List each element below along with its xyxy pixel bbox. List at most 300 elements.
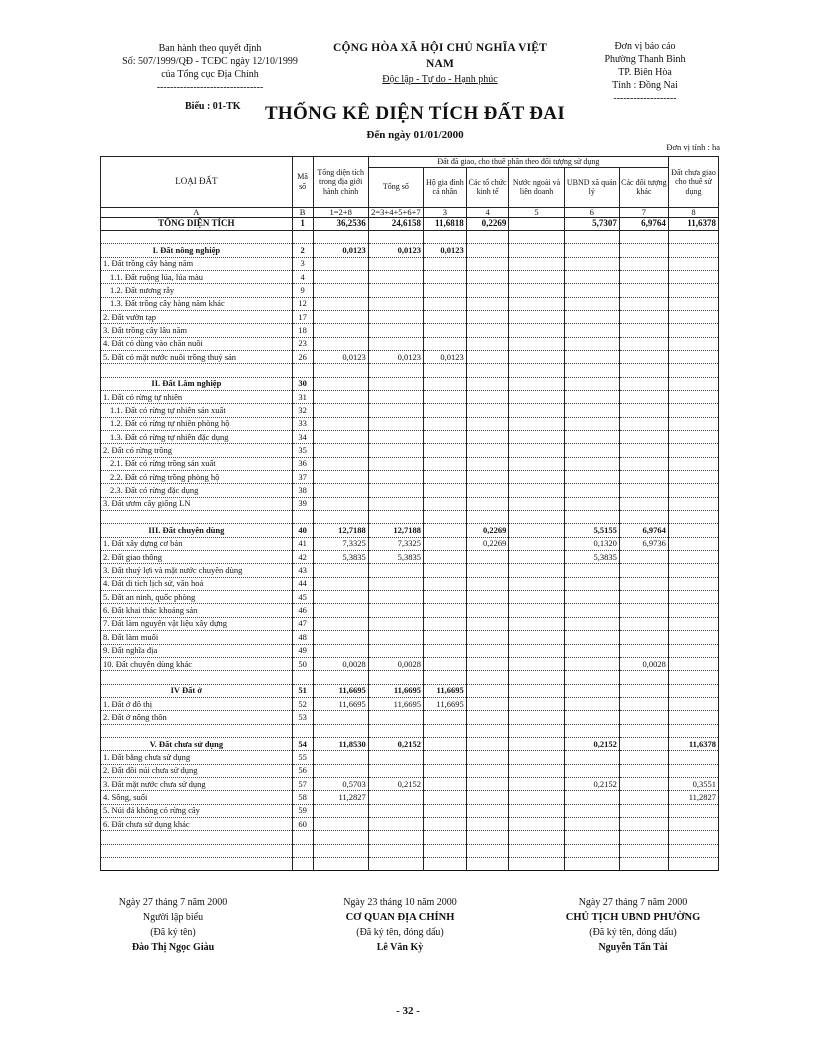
value-cell <box>668 484 718 497</box>
value-cell <box>423 444 466 457</box>
value-cell <box>509 444 564 457</box>
value-cell <box>466 297 509 310</box>
code-cell <box>292 858 313 871</box>
value-cell <box>619 604 668 617</box>
value-cell <box>509 390 564 403</box>
value-cell <box>313 324 368 337</box>
value-cell <box>564 724 619 737</box>
value-cell <box>564 444 619 457</box>
value-cell <box>509 617 564 630</box>
value-cell <box>668 617 718 630</box>
value-cell <box>668 444 718 457</box>
value-cell <box>423 551 466 564</box>
value-cell <box>466 417 509 430</box>
value-cell <box>668 390 718 403</box>
value-cell <box>466 858 509 871</box>
table-row <box>101 350 719 363</box>
decision-line-3: của Tổng cục Địa Chính <box>161 69 259 80</box>
value-cell <box>313 337 368 350</box>
value-cell <box>668 844 718 857</box>
value-cell: 12,7188 <box>313 524 368 537</box>
value-cell: 6,9736 <box>619 537 668 550</box>
value-cell <box>509 364 564 377</box>
value-cell <box>668 591 718 604</box>
code-cell: 50 <box>292 657 313 670</box>
value-cell <box>564 270 619 283</box>
value-cell <box>619 551 668 564</box>
value-cell <box>423 751 466 764</box>
land-type-cell: 2. Đất giao thông <box>101 551 293 564</box>
value-cell <box>313 497 368 510</box>
value-cell: 0,0123 <box>368 350 423 363</box>
value-cell <box>423 804 466 817</box>
value-cell <box>368 337 423 350</box>
value-cell <box>313 377 368 390</box>
code-cell <box>292 844 313 857</box>
land-type-cell <box>101 858 293 871</box>
value-cell <box>313 444 368 457</box>
value-cell <box>564 804 619 817</box>
value-cell <box>509 777 564 790</box>
land-type-cell: 1. Đất trồng cây hàng năm <box>101 257 293 270</box>
value-cell <box>668 230 718 243</box>
table-row <box>101 511 719 524</box>
value-cell <box>466 644 509 657</box>
form-code: Biểu : 01-TK <box>185 101 241 112</box>
value-cell <box>423 671 466 684</box>
value-cell <box>423 484 466 497</box>
code-cell: 60 <box>292 817 313 830</box>
value-cell <box>466 764 509 777</box>
value-cell <box>564 404 619 417</box>
value-cell <box>313 858 368 871</box>
table-row <box>101 751 719 764</box>
table-row <box>101 577 719 590</box>
table-row <box>101 604 719 617</box>
value-cell <box>423 537 466 550</box>
value-cell <box>466 671 509 684</box>
code-cell: 49 <box>292 644 313 657</box>
land-type-cell: 3. Đất trồng cây lâu năm <box>101 324 293 337</box>
value-cell: 0,0028 <box>313 657 368 670</box>
ward-name: Phường Thanh Bình <box>604 54 686 65</box>
land-type-cell <box>101 724 293 737</box>
value-cell <box>619 631 668 644</box>
table-body <box>101 217 719 871</box>
value-cell <box>423 471 466 484</box>
value-cell <box>509 230 564 243</box>
value-cell <box>668 270 718 283</box>
value-cell <box>619 751 668 764</box>
value-cell <box>466 230 509 243</box>
value-cell <box>423 310 466 323</box>
code-cell: 12 <box>292 297 313 310</box>
table-row <box>101 724 719 737</box>
value-cell <box>466 350 509 363</box>
value-cell <box>668 697 718 710</box>
value-cell <box>619 310 668 323</box>
value-cell <box>423 390 466 403</box>
table-row <box>101 444 719 457</box>
value-cell <box>619 737 668 750</box>
land-type-cell: 1.1. Đất ruộng lúa, lúa màu <box>101 270 293 283</box>
land-type-cell: 1.2. Đất có rừng tự nhiên phòng hộ <box>101 417 293 430</box>
national-header <box>325 40 555 88</box>
value-cell <box>564 751 619 764</box>
value-cell <box>313 364 368 377</box>
value-cell <box>564 564 619 577</box>
header-other-entities: Các đối tượng khác <box>619 167 668 207</box>
value-cell <box>509 831 564 844</box>
value-cell <box>509 711 564 724</box>
value-cell <box>313 230 368 243</box>
value-cell <box>668 497 718 510</box>
value-cell <box>509 297 564 310</box>
value-cell <box>368 631 423 644</box>
value-cell <box>423 817 466 830</box>
code-cell: 40 <box>292 524 313 537</box>
value-cell <box>619 377 668 390</box>
value-cell <box>619 284 668 297</box>
index-cell: B <box>292 207 313 217</box>
value-cell <box>368 817 423 830</box>
value-cell <box>668 631 718 644</box>
value-cell <box>313 591 368 604</box>
index-cell: A <box>101 207 293 217</box>
value-cell <box>668 377 718 390</box>
code-cell: 48 <box>292 631 313 644</box>
value-cell: 11,6695 <box>423 697 466 710</box>
signature-date: Ngày 23 tháng 10 năm 2000 <box>343 897 457 908</box>
value-cell <box>619 644 668 657</box>
decision-line-1: Ban hành theo quyết định <box>158 43 262 54</box>
table-row <box>101 844 719 857</box>
land-type-cell: 4. Đất cỏ dùng vào chăn nuôi <box>101 337 293 350</box>
table-row <box>101 390 719 403</box>
header-sum: Tổng số <box>368 167 423 207</box>
value-cell <box>619 471 668 484</box>
value-cell <box>619 617 668 630</box>
land-type-cell: 5. Núi đá không có rừng cây <box>101 804 293 817</box>
value-cell <box>509 484 564 497</box>
value-cell <box>564 791 619 804</box>
value-cell <box>509 471 564 484</box>
value-cell: 11,6695 <box>313 697 368 710</box>
land-type-cell: 2. Đất có rừng trồng <box>101 444 293 457</box>
value-cell <box>668 764 718 777</box>
value-cell <box>313 310 368 323</box>
value-cell <box>466 337 509 350</box>
value-cell <box>368 257 423 270</box>
land-type-cell: 4. Đất di tích lịch sử, văn hoá <box>101 577 293 590</box>
value-cell <box>509 270 564 283</box>
value-cell <box>509 764 564 777</box>
unit-label: Đơn vị tính : ha <box>666 142 720 152</box>
table-row <box>101 377 719 390</box>
value-cell <box>368 404 423 417</box>
code-cell: 31 <box>292 390 313 403</box>
value-cell <box>423 737 466 750</box>
value-cell <box>466 564 509 577</box>
land-type-cell: 1.1. Đất có rừng tự nhiên sản xuất <box>101 404 293 417</box>
value-cell <box>564 350 619 363</box>
table-row <box>101 217 719 230</box>
header-household: Hộ gia đình cá nhân <box>423 167 466 207</box>
value-cell <box>423 591 466 604</box>
value-cell <box>668 524 718 537</box>
code-cell: 26 <box>292 350 313 363</box>
value-cell <box>564 431 619 444</box>
value-cell <box>368 804 423 817</box>
signature-name: Nguyễn Tấn Tài <box>598 942 668 953</box>
code-cell: 39 <box>292 497 313 510</box>
issuing-decision-block <box>100 42 320 94</box>
value-cell <box>509 844 564 857</box>
index-cell: 7 <box>619 207 668 217</box>
value-cell <box>509 657 564 670</box>
value-cell <box>668 604 718 617</box>
value-cell <box>564 817 619 830</box>
value-cell <box>313 284 368 297</box>
value-cell <box>423 270 466 283</box>
table-row <box>101 244 719 257</box>
value-cell <box>619 511 668 524</box>
value-cell <box>423 377 466 390</box>
signature-role: CƠ QUAN ĐỊA CHÍNH <box>345 912 455 923</box>
value-cell <box>668 511 718 524</box>
value-cell <box>619 817 668 830</box>
land-type-cell: I. Đất nông nghiệp <box>101 244 293 257</box>
value-cell <box>423 831 466 844</box>
document-subtitle: Đến ngày 01/01/2000 <box>366 129 464 141</box>
value-cell: 0,0123 <box>423 244 466 257</box>
value-cell <box>564 497 619 510</box>
value-cell <box>564 604 619 617</box>
header-total-admin-area: Tổng diện tích trong địa giới hành chính <box>313 157 368 208</box>
value-cell <box>313 390 368 403</box>
signature-date: Ngày 27 tháng 7 năm 2000 <box>578 897 688 908</box>
land-type-cell: V. Đất chưa sử dụng <box>101 737 293 750</box>
code-cell: 18 <box>292 324 313 337</box>
code-cell <box>292 230 313 243</box>
value-cell <box>668 858 718 871</box>
code-cell: 1 <box>292 217 313 230</box>
land-type-cell: 4. Sông, suối <box>101 791 293 804</box>
table-row <box>101 270 719 283</box>
value-cell <box>564 684 619 697</box>
value-cell <box>313 617 368 630</box>
value-cell: 5,3835 <box>368 551 423 564</box>
value-cell: 0,3551 <box>668 777 718 790</box>
value-cell <box>564 364 619 377</box>
code-cell: 53 <box>292 711 313 724</box>
value-cell <box>509 404 564 417</box>
value-cell <box>313 671 368 684</box>
value-cell <box>368 284 423 297</box>
value-cell <box>466 244 509 257</box>
signature-name: Lê Văn Kỳ <box>376 942 424 953</box>
value-cell <box>668 457 718 470</box>
value-cell <box>466 404 509 417</box>
reporting-unit-block <box>580 40 710 105</box>
value-cell <box>509 697 564 710</box>
value-cell <box>668 324 718 337</box>
value-cell <box>466 390 509 403</box>
code-cell: 45 <box>292 591 313 604</box>
signature-ward-chairman <box>538 895 728 955</box>
province-name: Tỉnh : Đồng Nai <box>612 80 678 91</box>
value-cell <box>368 324 423 337</box>
table-row <box>101 804 719 817</box>
value-cell <box>313 431 368 444</box>
land-type-cell: 3. Đất mặt nước chưa sử dụng <box>101 777 293 790</box>
value-cell <box>619 270 668 283</box>
table-row <box>101 564 719 577</box>
value-cell <box>619 457 668 470</box>
value-cell <box>564 831 619 844</box>
value-cell <box>509 257 564 270</box>
table-row <box>101 364 719 377</box>
value-cell <box>466 777 509 790</box>
value-cell <box>423 297 466 310</box>
value-cell <box>313 817 368 830</box>
land-type-cell: 1. Đất có rừng tự nhiên <box>101 390 293 403</box>
table-row <box>101 737 719 750</box>
value-cell <box>668 804 718 817</box>
signature-note: (Đã ký tên) <box>150 927 196 938</box>
value-cell <box>423 404 466 417</box>
value-cell <box>466 817 509 830</box>
table-row <box>101 257 719 270</box>
code-cell <box>292 831 313 844</box>
code-cell: 56 <box>292 764 313 777</box>
value-cell <box>564 457 619 470</box>
value-cell <box>619 764 668 777</box>
table-row <box>101 777 719 790</box>
land-type-cell: 1. Đất xây dựng cơ bản <box>101 537 293 550</box>
value-cell <box>466 657 509 670</box>
land-type-cell: TỔNG DIỆN TÍCH <box>101 217 293 230</box>
land-type-cell: 3. Đất thuỷ lợi và mặt nước chuyên dùng <box>101 564 293 577</box>
value-cell <box>509 337 564 350</box>
column-index-row <box>101 207 719 217</box>
value-cell <box>368 844 423 857</box>
value-cell: 0,2152 <box>368 777 423 790</box>
table-row <box>101 471 719 484</box>
value-cell <box>368 564 423 577</box>
value-cell <box>313 417 368 430</box>
value-cell <box>368 724 423 737</box>
value-cell <box>466 631 509 644</box>
value-cell <box>564 844 619 857</box>
code-cell: 3 <box>292 257 313 270</box>
value-cell <box>509 751 564 764</box>
value-cell <box>668 257 718 270</box>
value-cell <box>509 511 564 524</box>
value-cell: 0,2269 <box>466 524 509 537</box>
value-cell <box>423 497 466 510</box>
value-cell <box>668 350 718 363</box>
code-cell: 35 <box>292 444 313 457</box>
value-cell: 0,2152 <box>368 737 423 750</box>
value-cell <box>368 858 423 871</box>
value-cell <box>509 564 564 577</box>
value-cell <box>368 617 423 630</box>
value-cell: 24,6158 <box>368 217 423 230</box>
value-cell <box>619 350 668 363</box>
value-cell <box>313 724 368 737</box>
value-cell <box>509 350 564 363</box>
value-cell <box>423 337 466 350</box>
value-cell <box>423 457 466 470</box>
value-cell <box>313 711 368 724</box>
value-cell <box>423 230 466 243</box>
index-cell: 1=2+8 <box>313 207 368 217</box>
value-cell <box>564 244 619 257</box>
value-cell <box>564 657 619 670</box>
value-cell <box>619 324 668 337</box>
value-cell <box>564 644 619 657</box>
value-cell <box>313 404 368 417</box>
reporting-unit-separator: ------------------- <box>613 93 677 104</box>
value-cell <box>564 377 619 390</box>
table-row <box>101 337 719 350</box>
value-cell: 0,2269 <box>466 217 509 230</box>
value-cell <box>509 684 564 697</box>
header-land-type: LOẠI ĐẤT <box>101 157 293 208</box>
table-row <box>101 631 719 644</box>
value-cell <box>313 764 368 777</box>
value-cell: 6,9764 <box>619 217 668 230</box>
value-cell: 11,6695 <box>368 697 423 710</box>
value-cell <box>668 537 718 550</box>
value-cell <box>423 604 466 617</box>
table-row <box>101 684 719 697</box>
national-motto: Độc lập - Tự do - Hạnh phúc <box>382 74 498 85</box>
table-row <box>101 657 719 670</box>
value-cell <box>313 631 368 644</box>
value-cell <box>564 671 619 684</box>
value-cell <box>564 697 619 710</box>
value-cell <box>368 431 423 444</box>
value-cell <box>668 244 718 257</box>
code-cell: 59 <box>292 804 313 817</box>
table-row <box>101 537 719 550</box>
signature-preparer <box>78 895 268 955</box>
land-type-cell: 8. Đất làm muối <box>101 631 293 644</box>
land-type-cell: IV Đất ở <box>101 684 293 697</box>
table-row <box>101 817 719 830</box>
value-cell <box>466 431 509 444</box>
value-cell <box>423 364 466 377</box>
value-cell <box>509 457 564 470</box>
table-row <box>101 644 719 657</box>
value-cell <box>466 604 509 617</box>
value-cell <box>668 310 718 323</box>
table-row <box>101 324 719 337</box>
value-cell <box>368 444 423 457</box>
value-cell <box>619 297 668 310</box>
value-cell <box>564 711 619 724</box>
value-cell <box>509 858 564 871</box>
document-title: THỐNG KÊ DIỆN TÍCH ĐẤT ĐAI <box>264 103 566 124</box>
value-cell <box>509 724 564 737</box>
value-cell <box>509 577 564 590</box>
value-cell <box>509 604 564 617</box>
value-cell <box>619 417 668 430</box>
value-cell <box>619 404 668 417</box>
code-cell: 4 <box>292 270 313 283</box>
